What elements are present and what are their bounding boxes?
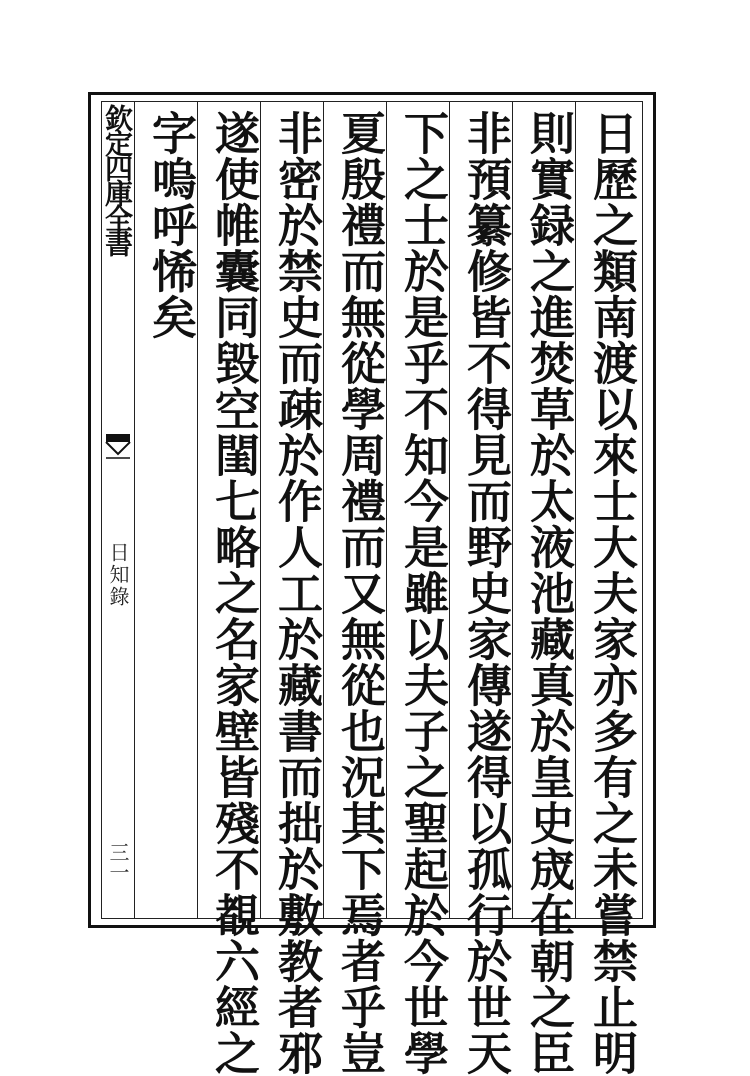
text-column (202, 110, 264, 1076)
text-column (139, 110, 201, 340)
text-column (265, 110, 327, 1076)
page-number: 三一 (106, 842, 130, 882)
collection-title: 欽定四庫全書 (101, 104, 134, 254)
text-column (454, 110, 516, 1076)
text-column (391, 110, 453, 1076)
text-column (580, 110, 642, 1076)
column-text: 字嗚呼悕矣 (144, 110, 197, 340)
column-text: 遂使帷囊同毀空閨七略之名家壁皆殘不覩六經之 (207, 110, 260, 1076)
column-text: 夏殷禮而無從學周禮而又無從也況其下焉者乎豈 (333, 110, 386, 1076)
text-column (328, 110, 390, 1076)
text-column (517, 110, 579, 1076)
column-text: 日歷之類南渡以來士大夫家亦多有之未嘗禁止明 (585, 110, 638, 1076)
column-text: 非預纂修皆不得見而野史家傳遂得以孤行於世天 (459, 110, 512, 1076)
page-border (88, 92, 656, 1076)
column-text: 非密於禁史而疎於作人工於藏書而拙於敷教者邪 (270, 110, 323, 1076)
text-frame (101, 101, 643, 1076)
column-text: 則實録之進焚草於太液池藏真於皇史宬在朝之臣 (522, 110, 575, 1076)
fish-tail-icon (104, 432, 132, 462)
margin-strip (102, 102, 135, 918)
column-text: 下之士於是乎不知今是雖以夫子之聖起於今世學 (396, 110, 449, 1076)
book-title: 日知錄 (106, 542, 130, 608)
